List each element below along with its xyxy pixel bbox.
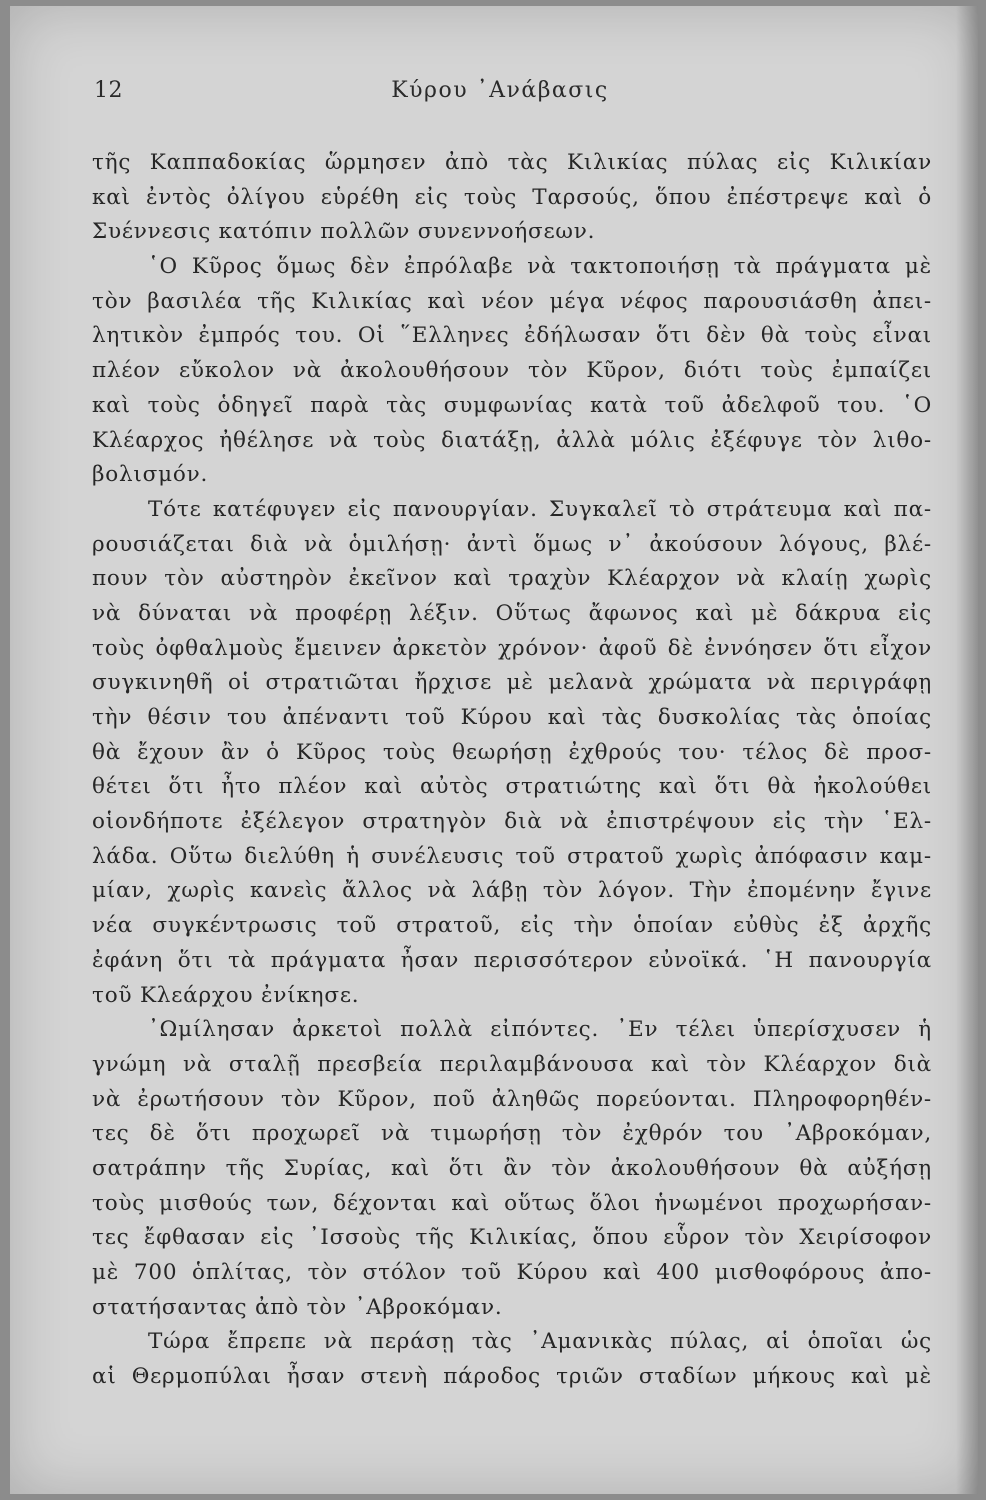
text-line: τες δὲ ὅτι προχωρεῖ νὰ τιμωρήσῃ τὸν ἐχθρόν του ᾿Αβροκόμαν, bbox=[92, 1121, 932, 1147]
text-line: νὰ ἐρωτήσουν τὸν Κῦρον, ποῦ ἀληθῶς πορεύονται. Πληροφορηθέν- bbox=[92, 1086, 932, 1112]
text-line: τοὺς μισθούς των, δέχονται καὶ οὕτως ὅλοι ἡνωμένοι προχωρήσαν- bbox=[92, 1190, 932, 1216]
text-line: Συέννεσις κατόπιν πολλῶν συνεννοήσεων. bbox=[92, 219, 596, 245]
text-line: νέα συγκέντρωσις τοῦ στρατοῦ, εἰς τὴν ὁποίαν εὐθὺς ἐξ ἀρχῆς bbox=[92, 913, 932, 939]
text-line: καὶ ἐντὸς ὀλίγου εὑρέθη εἰς τοὺς Ταρσούς, ὅπου ἐπέστρεψε καὶ ὁ bbox=[92, 184, 932, 210]
text-line: λάδα. Οὕτω διελύθη ἡ συνέλευσις τοῦ στρατοῦ χωρὶς ἀπόφασιν καμ- bbox=[92, 843, 932, 869]
text-line: Κλέαρχος ἠθέλησε νὰ τοὺς διατάξῃ, ἀλλὰ μόλις ἐξέφυγε τὸν λιθο- bbox=[92, 427, 932, 453]
text-line: Τότε κατέφυγεν εἰς πανουργίαν. Συγκαλεῖ τὸ στράτευμα καὶ πα- bbox=[148, 496, 932, 522]
page-header bbox=[10, 78, 978, 112]
text-line: λητικὸν ἐμπρός του. Οἱ ῞Ελληνες ἐδήλωσαν ὅτι δὲν θὰ τοὺς εἶναι bbox=[92, 323, 932, 349]
running-title: Κύρου ᾿Ανάβασις bbox=[391, 78, 609, 103]
text-line: μὲ 700 ὁπλίτας, τὸν στόλον τοῦ Κύρου καὶ 400 μισθοφόρους ἀπο- bbox=[92, 1260, 932, 1285]
text-line: πλέον εὔκολον νὰ ἀκολουθήσουν τὸν Κῦρον, διότι τοὺς ἐμπαίζει bbox=[92, 358, 932, 384]
book-page bbox=[10, 6, 978, 1494]
text-line: τοὺς ὀφθαλμοὺς ἔμεινεν ἀρκετὸν χρόνον· ἀφοῦ δὲ ἐννόησεν ὅτι εἶχον bbox=[92, 635, 932, 661]
text-line: ᾿Ωμίλησαν ἀρκετοὶ πολλὰ εἰπόντες. ᾿Εν τέλει ὑπερίσχυσεν ἡ bbox=[148, 1017, 932, 1043]
text-line: σατράπην τῆς Συρίας, καὶ ὅτι ἂν τὸν ἀκολουθήσουν θὰ αὐξήσῃ bbox=[92, 1155, 932, 1181]
text-line: τες ἔφθασαν εἰς ᾿Ισσοὺς τῆς Κιλικίας, ὅπου εὗρον τὸν Χειρίσοφον bbox=[92, 1225, 932, 1251]
text-line: συγκινηθῆ οἱ στρατιῶται ἤρχισε μὲ μελανὰ χρώματα νὰ περιγράφῃ bbox=[92, 670, 932, 696]
text-line: καὶ τοὺς ὁδηγεῖ παρὰ τὰς συμφωνίας κατὰ τοῦ ἀδελφοῦ του. ῾Ο bbox=[92, 392, 932, 418]
body-text bbox=[92, 146, 932, 1395]
text-line: οἱονδήποτε ἐξέλεγον στρατηγὸν διὰ νὰ ἐπιστρέψουν εἰς τὴν ῾Ελ- bbox=[92, 809, 932, 835]
text-line: τῆς Καππαδοκίας ὥρμησεν ἀπὸ τὰς Κιλικίας πύλας εἰς Κιλικίαν bbox=[92, 150, 932, 175]
text-line: Τώρα ἔπρεπε νὰ περάσῃ τὰς ᾿Αμανικὰς πύλας, αἱ ὁποῖαι ὡς bbox=[148, 1329, 932, 1355]
text-line: τοῦ Κλεάρχου ἐνίκησε. bbox=[92, 982, 360, 1008]
text-line: γνώμη νὰ σταλῇ πρεσβεία περιλαμβάνουσα καὶ τὸν Κλέαρχον διὰ bbox=[92, 1051, 932, 1077]
page-edge-shadow bbox=[956, 6, 978, 1494]
text-line: τὴν θέσιν του ἀπέναντι τοῦ Κύρου καὶ τὰς δυσκολίας τὰς ὁποίας bbox=[92, 705, 932, 730]
text-line: θέτει ὅτι ἦτο πλέον καὶ αὐτὸς στρατιώτης καὶ ὅτι θὰ ἠκολούθει bbox=[92, 774, 932, 800]
text-line: ρουσιάζεται διὰ νὰ ὁμιλήσῃ· ἀντὶ ὅμως ν᾿ ἀκούσουν λόγους, βλέ- bbox=[92, 531, 932, 557]
text-line: τὸν βασιλέα τῆς Κιλικίας καὶ νέον μέγα νέφος παρουσιάσθη ἀπει- bbox=[92, 288, 932, 314]
text-line: θὰ ἔχουν ἂν ὁ Κῦρος τοὺς θεωρήσῃ ἐχθρούς του· τέλος δὲ προσ- bbox=[92, 739, 932, 765]
text-line: ῾Ο Κῦρος ὅμως δὲν ἐπρόλαβε νὰ τακτοποιήσῃ τὰ πράγματα μὲ bbox=[148, 254, 932, 280]
text-line: βολισμόν. bbox=[92, 462, 209, 488]
text-line: αἱ Θερμοπύλαι ἦσαν στενὴ πάροδος τριῶν σταδίων μήκους καὶ μὲ bbox=[92, 1364, 932, 1390]
text-line: στατήσαντας ἀπὸ τὸν ᾿Αβροκόμαν. bbox=[92, 1294, 503, 1320]
text-line: μίαν, χωρὶς κανεὶς ἄλλος νὰ λάβῃ τὸν λόγον. Τὴν ἐπομένην ἔγινε bbox=[92, 878, 932, 904]
page-number: 12 bbox=[94, 78, 123, 103]
text-line: νὰ δύναται νὰ προφέρῃ λέξιν. Οὕτως ἄφωνος καὶ μὲ δάκρυα εἰς bbox=[92, 600, 932, 626]
text-line: ἐφάνη ὅτι τὰ πράγματα ἦσαν περισσότερον εὐνοϊκά. ῾Η πανουργία bbox=[92, 947, 932, 973]
text-line: πουν τὸν αὐστηρὸν ἐκεῖνον καὶ τραχὺν Κλέαρχον νὰ κλαίῃ χωρὶς bbox=[92, 566, 932, 592]
